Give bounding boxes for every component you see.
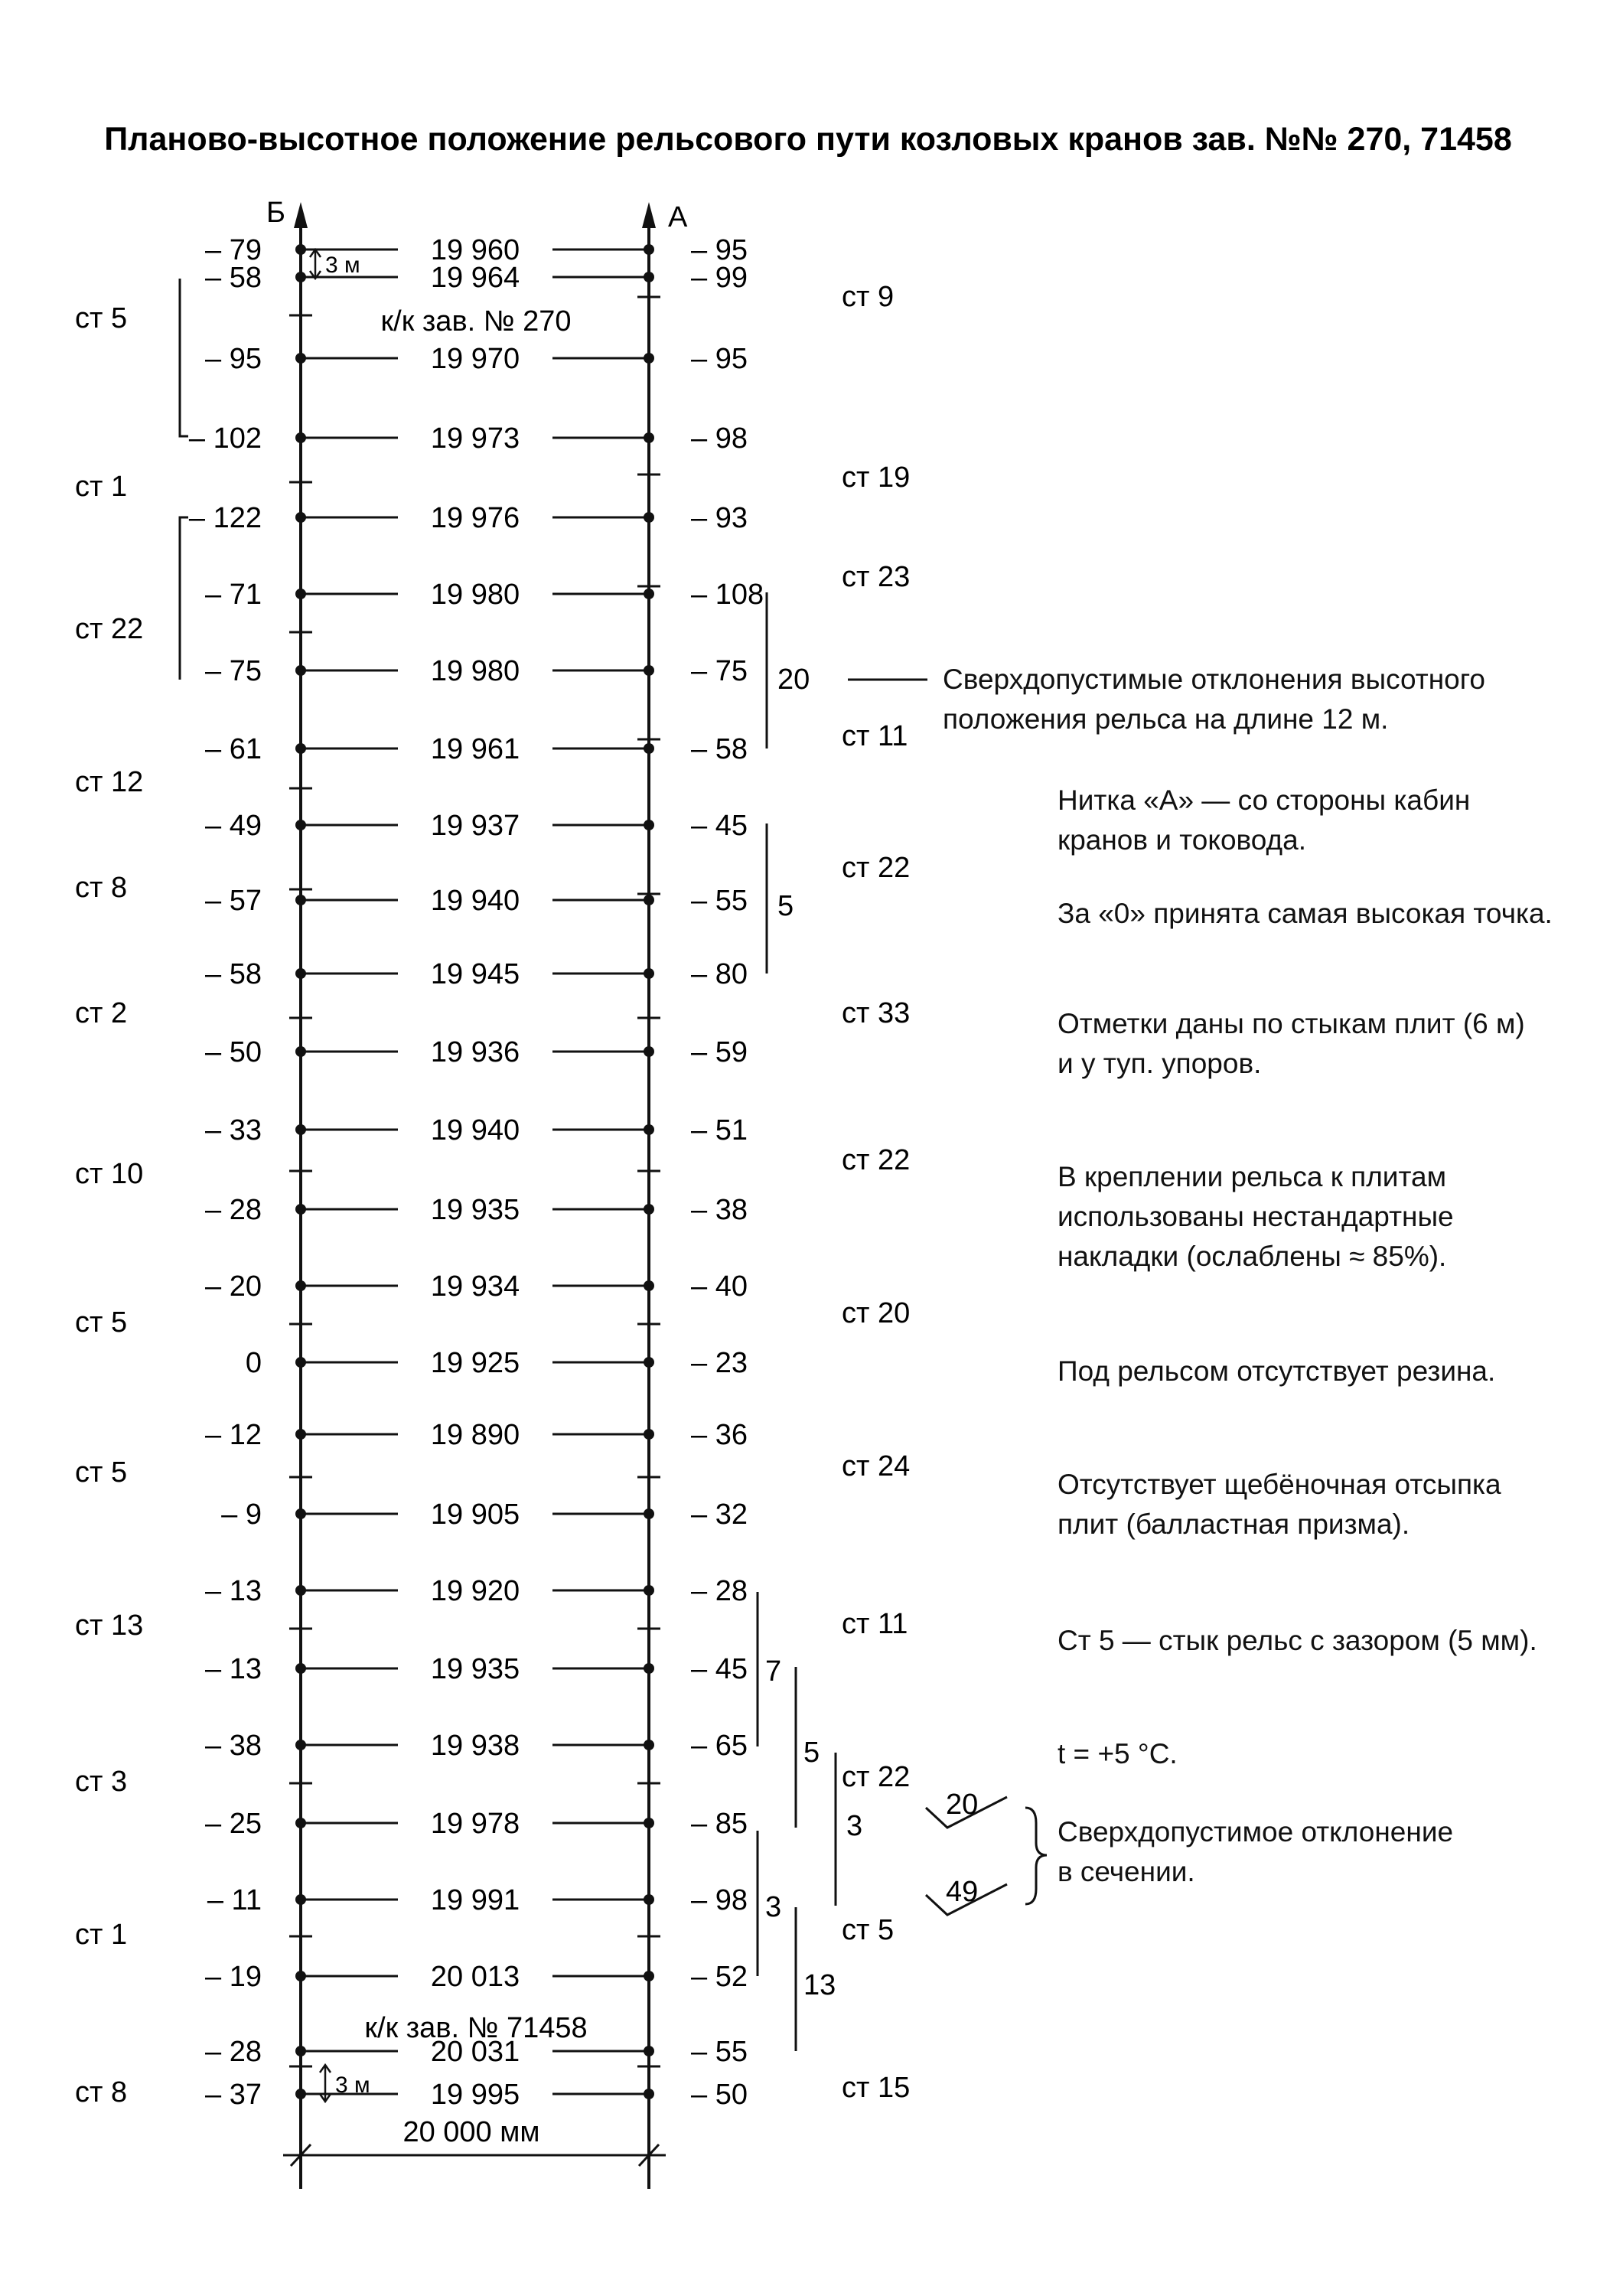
survey-row bbox=[205, 1036, 748, 1068]
survey-row bbox=[205, 1808, 748, 1840]
rail-b-point bbox=[295, 665, 306, 676]
elevation-a: – 55 bbox=[691, 885, 748, 917]
joint-label-right: ст 11 bbox=[842, 1608, 908, 1640]
span-value: 19 970 bbox=[430, 343, 520, 375]
span-value: 19 934 bbox=[430, 1270, 520, 1303]
span-value: 19 976 bbox=[430, 502, 520, 534]
rail-b-point bbox=[295, 1971, 306, 1981]
span-value: 19 940 bbox=[430, 885, 520, 917]
survey-row bbox=[205, 1114, 748, 1146]
section-symbols bbox=[926, 1797, 1047, 1915]
survey-row bbox=[246, 1347, 748, 1379]
elevation-a: – 58 bbox=[691, 733, 748, 765]
span-value: 19 978 bbox=[430, 1808, 520, 1840]
deviation-value-3-lower: 3 bbox=[765, 1891, 782, 1923]
joint-label-left: ст 3 bbox=[75, 1766, 128, 1798]
gap-label-bottom: 3 м bbox=[335, 2073, 370, 2098]
rail-b-point bbox=[295, 272, 306, 282]
elevation-a: – 95 bbox=[691, 234, 748, 266]
elevation-a: – 65 bbox=[691, 1730, 748, 1762]
span-value: 19 995 bbox=[430, 2079, 520, 2111]
note-zero-point: За «0» принята самая высокая точка. bbox=[1058, 898, 1553, 929]
note-joint-gap: Ст 5 — стык рельс с зазором (5 мм). bbox=[1058, 1625, 1537, 1656]
joint-label-left: ст 5 bbox=[75, 302, 128, 334]
rail-b-point bbox=[295, 353, 306, 364]
rail-b-point bbox=[295, 968, 306, 979]
note-marks: Отметки даны по стыкам плит (6 м) и у туп. упоров. bbox=[1058, 1008, 1525, 1079]
elevation-a: – 40 bbox=[691, 1270, 748, 1303]
joint-label-right: ст 22 bbox=[842, 1761, 911, 1793]
elevation-b: – 9 bbox=[221, 1499, 262, 1531]
deviation-value-3-upper: 3 bbox=[846, 1810, 863, 1842]
rail-a-point bbox=[644, 1894, 654, 1905]
joint-label-right: ст 33 bbox=[842, 997, 911, 1029]
span-value: 20 013 bbox=[430, 1961, 520, 1993]
span-dimension-label: 20 000 мм bbox=[402, 2116, 540, 2148]
elevation-b: – 79 bbox=[205, 234, 262, 266]
rail-a-point bbox=[644, 1429, 654, 1440]
joint-label-right: ст 20 bbox=[842, 1297, 911, 1329]
rail-a-point bbox=[644, 665, 654, 676]
elevation-a: – 55 bbox=[691, 2036, 748, 2068]
rail-a-point bbox=[644, 244, 654, 255]
elevation-a: – 99 bbox=[691, 262, 748, 294]
joint-label-left: ст 13 bbox=[75, 1609, 144, 1642]
span-value: 20 031 bbox=[430, 2036, 520, 2068]
rail-b-point bbox=[295, 589, 306, 599]
rail-b-point bbox=[295, 1894, 306, 1905]
joint-label-right: ст 19 bbox=[842, 461, 911, 494]
note-section: Сверхдопустимое отклонение в сечении. bbox=[1058, 1816, 1454, 1887]
span-value: 19 937 bbox=[430, 810, 520, 842]
rail-b-point bbox=[295, 512, 306, 523]
rail-a-point bbox=[644, 743, 654, 754]
joint-label-left: ст 8 bbox=[75, 2076, 128, 2108]
elevation-a: – 38 bbox=[691, 1194, 748, 1226]
deviation-value-5-lower: 5 bbox=[803, 1737, 820, 1769]
rail-b-point bbox=[295, 1429, 306, 1440]
rail-a-point bbox=[644, 895, 654, 905]
elevation-b: – 33 bbox=[205, 1114, 262, 1146]
survey-row bbox=[205, 733, 748, 765]
joint-label-right: ст 22 bbox=[842, 1144, 911, 1176]
rail-b-arrow-icon bbox=[294, 202, 308, 228]
rail-b-point bbox=[295, 743, 306, 754]
elevation-b: – 28 bbox=[205, 2036, 262, 2068]
elevation-b: – 13 bbox=[205, 1575, 262, 1607]
joint-label-left: ст 1 bbox=[75, 471, 128, 503]
joint-ticks bbox=[289, 297, 660, 2066]
right-deviation-brackets bbox=[758, 592, 836, 2051]
elevation-a: – 50 bbox=[691, 2079, 748, 2111]
elevation-a: – 52 bbox=[691, 1961, 748, 1993]
rail-b-point bbox=[295, 244, 306, 255]
joint-label-right: ст 24 bbox=[842, 1450, 911, 1482]
span-value: 19 961 bbox=[430, 733, 520, 765]
note-fastening: В креплении рельса к плитам использованы нестандартные накладки (ослаблены ≈ 85%). bbox=[1058, 1161, 1454, 1272]
joint-label-left: ст 5 bbox=[75, 1456, 128, 1489]
elevation-b: – 20 bbox=[205, 1270, 262, 1303]
joint-label-right: ст 11 bbox=[842, 720, 908, 752]
rail-b-point bbox=[295, 1740, 306, 1750]
rail-b-point bbox=[295, 1508, 306, 1519]
survey-row bbox=[207, 1884, 748, 1916]
note-ballast: Отсутствует щебёночная отсыпка плит (балластная призма). bbox=[1058, 1469, 1501, 1540]
rail-a-point bbox=[644, 1204, 654, 1215]
rail-a-arrow-icon bbox=[642, 202, 656, 228]
note-rail-a: Нитка «А» — со стороны кабин кранов и токовода. bbox=[1058, 784, 1471, 856]
survey-row bbox=[205, 1961, 748, 1993]
note-height-over-12m: Сверхдопустимые отклонения высотного положения рельса на длине 12 м. bbox=[943, 664, 1485, 735]
rail-a-point bbox=[644, 1357, 654, 1368]
rail-a-point bbox=[644, 272, 654, 282]
rail-a-point bbox=[644, 1046, 654, 1057]
elevation-a: – 45 bbox=[691, 1653, 748, 1685]
rail-a-point bbox=[644, 968, 654, 979]
rail-b-point bbox=[295, 1046, 306, 1057]
span-value: 19 890 bbox=[430, 1419, 520, 1451]
span-value: 19 935 bbox=[430, 1653, 520, 1685]
joint-label-left: ст 12 bbox=[75, 766, 144, 798]
rail-a-point bbox=[644, 1585, 654, 1596]
joint-label-right: ст 9 bbox=[842, 281, 895, 313]
survey-rows bbox=[189, 234, 764, 2111]
elevation-b: – 12 bbox=[205, 1419, 262, 1451]
elevation-b: – 57 bbox=[205, 885, 262, 917]
elevation-b: – 75 bbox=[205, 655, 262, 687]
joint-label-right: ст 15 bbox=[842, 2072, 911, 2104]
elevation-b: – 58 bbox=[205, 958, 262, 990]
section-value-20: 20 bbox=[946, 1789, 979, 1821]
survey-row bbox=[205, 1653, 748, 1685]
rail-a-point bbox=[644, 2089, 654, 2099]
span-value: 19 936 bbox=[430, 1036, 520, 1068]
span-value: 19 920 bbox=[430, 1575, 520, 1607]
elevation-b: – 25 bbox=[205, 1808, 262, 1840]
elevation-b: – 38 bbox=[205, 1730, 262, 1762]
elevation-b: – 28 bbox=[205, 1194, 262, 1226]
rail-b-point bbox=[295, 2089, 306, 2099]
span-value: 19 940 bbox=[430, 1114, 520, 1146]
joint-label-left: ст 10 bbox=[75, 1158, 144, 1190]
span-value: 19 973 bbox=[430, 422, 520, 455]
elevation-a: – 28 bbox=[691, 1575, 748, 1607]
joint-label-right: ст 5 bbox=[842, 1914, 895, 1946]
rail-b-point bbox=[295, 1204, 306, 1215]
rail-a-point bbox=[644, 1124, 654, 1135]
joint-label-left: ст 22 bbox=[75, 613, 144, 645]
survey-row bbox=[205, 1419, 748, 1451]
span-value: 19 925 bbox=[430, 1347, 520, 1379]
left-bracket-upper bbox=[180, 279, 188, 436]
rail-b-point bbox=[295, 1585, 306, 1596]
elevation-a: – 85 bbox=[691, 1808, 748, 1840]
rail-a-point bbox=[644, 432, 654, 443]
crane-label-top: к/к зав. № 270 bbox=[380, 305, 572, 338]
span-value: 19 905 bbox=[430, 1499, 520, 1531]
rail-a-point bbox=[644, 1818, 654, 1828]
elevation-a: – 59 bbox=[691, 1036, 748, 1068]
rail-b-point bbox=[295, 1124, 306, 1135]
survey-row bbox=[189, 422, 748, 455]
elevation-a: – 32 bbox=[691, 1499, 748, 1531]
rail-b-point bbox=[295, 432, 306, 443]
elevation-b: – 50 bbox=[205, 1036, 262, 1068]
diagram-title: Планово-высотное положение рельсового пути козловых кранов зав. №№ 270, 71458 bbox=[104, 121, 1512, 158]
crane-label-bottom: к/к зав. № 71458 bbox=[364, 2012, 588, 2044]
rail-a-point bbox=[644, 512, 654, 523]
rail-b-point bbox=[295, 1280, 306, 1291]
joint-label-left: ст 1 bbox=[75, 1919, 128, 1951]
span-value: 19 991 bbox=[430, 1884, 520, 1916]
deviation-value-13: 13 bbox=[803, 1969, 836, 2001]
elevation-a: – 45 bbox=[691, 810, 748, 842]
elevation-a: – 95 bbox=[691, 343, 748, 375]
rail-b-point bbox=[295, 895, 306, 905]
deviation-value-7: 7 bbox=[765, 1655, 782, 1688]
rail-b-point bbox=[295, 2046, 306, 2056]
span-value: 19 980 bbox=[430, 579, 520, 611]
span-value: 19 960 bbox=[430, 234, 520, 266]
survey-row bbox=[205, 810, 748, 842]
gap-label-top: 3 м bbox=[325, 253, 360, 278]
rail-a-point bbox=[644, 353, 654, 364]
rail-b-label: Б bbox=[266, 197, 285, 229]
elevation-b: – 95 bbox=[205, 343, 262, 375]
rail-a-point bbox=[644, 1508, 654, 1519]
elevation-a: – 108 bbox=[691, 579, 764, 611]
survey-row bbox=[205, 1270, 748, 1303]
section-value-49: 49 bbox=[946, 1876, 979, 1908]
elevation-b: – 61 bbox=[205, 733, 262, 765]
elevation-b: – 49 bbox=[205, 810, 262, 842]
rail-a-label: А bbox=[668, 201, 688, 233]
survey-row bbox=[189, 502, 748, 534]
section-brace-icon bbox=[1025, 1808, 1047, 1904]
survey-row bbox=[205, 343, 748, 375]
elevation-b: – 71 bbox=[205, 579, 262, 611]
left-bracket-lower bbox=[180, 517, 188, 680]
elevation-a: – 51 bbox=[691, 1114, 748, 1146]
survey-row bbox=[205, 655, 748, 687]
rail-b-point bbox=[295, 1663, 306, 1674]
elevation-a: – 80 bbox=[691, 958, 748, 990]
elevation-b: – 13 bbox=[205, 1653, 262, 1685]
left-brackets bbox=[180, 279, 188, 680]
elevation-b: – 122 bbox=[188, 502, 262, 534]
elevation-a: – 98 bbox=[691, 422, 748, 455]
note-rubber: Под рельсом отсутствует резина. bbox=[1058, 1355, 1496, 1387]
survey-row bbox=[205, 958, 748, 990]
survey-row bbox=[205, 1194, 748, 1226]
span-value: 19 945 bbox=[430, 958, 520, 990]
joint-label-left: ст 5 bbox=[75, 1306, 128, 1339]
rail-a-point bbox=[644, 1280, 654, 1291]
rail-b-point bbox=[295, 1818, 306, 1828]
elevation-b: – 58 bbox=[205, 262, 262, 294]
elevation-b: – 37 bbox=[205, 2079, 262, 2111]
rail-b-point bbox=[295, 1357, 306, 1368]
span-value: 19 935 bbox=[430, 1194, 520, 1226]
span-value: 19 980 bbox=[430, 655, 520, 687]
note-temperature: t = +5 °С. bbox=[1058, 1738, 1178, 1769]
rail-a-point bbox=[644, 589, 654, 599]
rail-a-point bbox=[644, 1663, 654, 1674]
elevation-a: – 93 bbox=[691, 502, 748, 534]
elevation-b: 0 bbox=[245, 1347, 262, 1379]
elevation-b: – 19 bbox=[205, 1961, 262, 1993]
joint-label-left: ст 2 bbox=[75, 997, 128, 1029]
survey-row bbox=[205, 1575, 748, 1607]
gap-marker-top bbox=[310, 249, 321, 279]
gap-marker-bottom bbox=[320, 2065, 331, 2102]
survey-row bbox=[205, 885, 748, 917]
rail-a-point bbox=[644, 2046, 654, 2056]
rail-b-point bbox=[295, 820, 306, 830]
rail-a-point bbox=[644, 1971, 654, 1981]
survey-row bbox=[205, 1730, 748, 1762]
survey-row bbox=[205, 579, 764, 611]
survey-row bbox=[205, 262, 748, 294]
joint-label-right: ст 22 bbox=[842, 852, 911, 884]
deviation-value-5-upper: 5 bbox=[777, 890, 794, 922]
elevation-a: – 75 bbox=[691, 655, 748, 687]
joint-label-right: ст 23 bbox=[842, 561, 911, 593]
elevation-a: – 23 bbox=[691, 1347, 748, 1379]
joint-label-left: ст 8 bbox=[75, 872, 128, 904]
elevation-a: – 36 bbox=[691, 1419, 748, 1451]
span-value: 19 938 bbox=[430, 1730, 520, 1762]
survey-row bbox=[205, 2079, 748, 2111]
elevation-a: – 98 bbox=[691, 1884, 748, 1916]
deviation-value-20: 20 bbox=[777, 664, 810, 696]
rail-a-point bbox=[644, 820, 654, 830]
elevation-b: – 11 bbox=[207, 1884, 262, 1916]
elevation-b: – 102 bbox=[188, 422, 262, 455]
span-value: 19 964 bbox=[430, 262, 520, 294]
rail-a-point bbox=[644, 1740, 654, 1750]
